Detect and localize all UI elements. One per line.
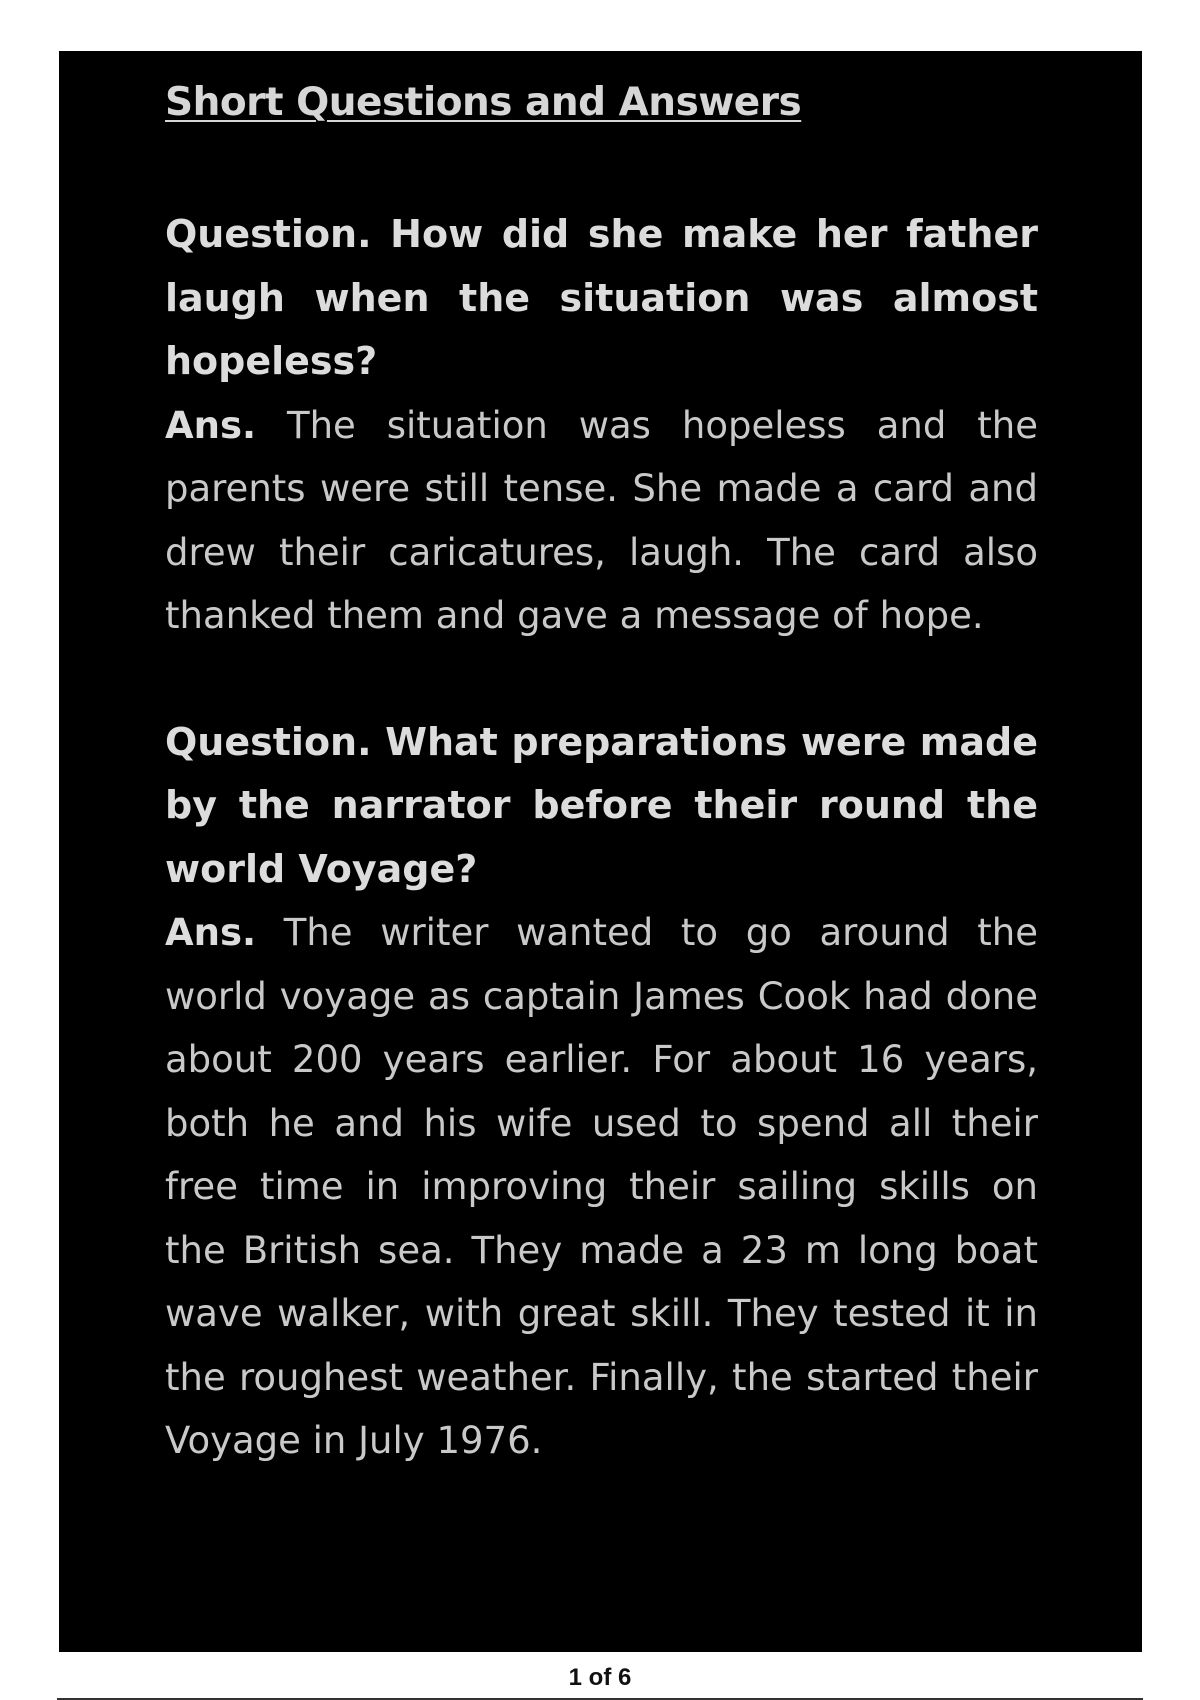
answer-prefix: Ans. [165,403,257,447]
qa-item-2 [165,711,1038,1473]
section-heading: Short Questions and Answers [165,80,802,125]
document-content [165,77,1038,1473]
answer-prefix: Ans. [165,911,257,954]
question-text: Question. How did she make her father laugh when the situation was almost hopeless? [165,212,1038,383]
qa-item-1 [165,203,1038,648]
answer-text: The writer wanted to go around the world voyage as captain James Cook had done about 200 years earlier. For about 16 years, both he and his wife used to spend all their free time in improving their sailing skills on the British sea. They made a 23 m long boat wave walker, with great skill. They tested it in the roughest weather. Finally, the started their Voyage in July 1976. [165,911,1038,1462]
page-indicator: 1 of 6 [568,1664,632,1691]
document-page [59,51,1142,1652]
answer-text: The situation was hopeless and the parents were still tense. She made a card and drew their caricatures, laugh. The card also thanked them and gave a message of hope. [165,403,1038,637]
question-text: Question. What preparations were made by the narrator before their round the world Voyage? [165,719,1038,891]
answer-paragraph [165,901,1038,1473]
answer-paragraph [165,394,1038,648]
